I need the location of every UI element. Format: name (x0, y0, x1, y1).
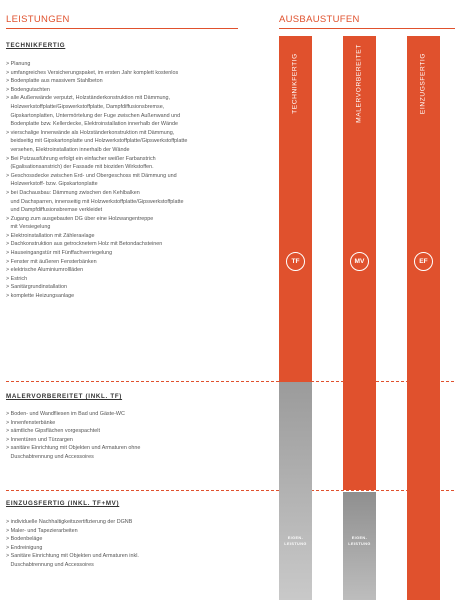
column-label: TECHNIKFERTIG (291, 53, 299, 114)
list-item: > Elektroinstallation mit Zählerанlage (6, 232, 95, 239)
column-label: EINZUGSFERTIG (419, 52, 427, 115)
column-label: MALERVORBEREITET (355, 44, 363, 123)
einzugsfertig-list (6, 518, 266, 570)
list-item: > sanitäre Einrichtung mit Objekten und Armaturen ohne (6, 445, 141, 452)
list-item: Holzwerkstoff- bzw. Gipskartonplatte (6, 181, 98, 188)
list-item: > Estrich (6, 275, 28, 282)
malervorbereitet-list (6, 410, 266, 462)
list-item: und Dampfdiffusionsbremse verkleidet (6, 207, 103, 214)
ausbaustufen-heading: AUSBAUSTUFEN (279, 14, 360, 25)
eigenleistung-label: EIGEN- LEISTUNG (348, 536, 371, 546)
list-item: > umfangreiches Versicherungspaket, im ersten Jahr komplett kostenlos (6, 69, 179, 76)
list-item: > Bodenbeläge (6, 536, 43, 543)
list-item: > elektrische Aluminiumrollläden (6, 267, 84, 274)
section-divider (6, 381, 454, 382)
list-item: > Planung (6, 61, 31, 67)
list-item: > Innentüren und Türzargen (6, 436, 73, 443)
badge-tf-icon: TF (286, 252, 305, 271)
section-title-malervorbereitet: MALERVORBEREITET (INKL. TF) (6, 393, 123, 400)
list-item: > Boden- und Wandfliesen im Bad und Gäste-WC (6, 411, 125, 417)
badge-mv-icon: MV (350, 252, 369, 271)
list-item: > Zugang zum ausgebauten DG über eine Holzwangentreppe (6, 215, 154, 222)
header-rule-right (279, 28, 455, 29)
list-item: > Maler- und Tapezierarbeiten (6, 527, 78, 534)
list-item: Bodenplatte bzw. Kellerdecke, Elektroinstallation innerhalb der Wände (6, 121, 179, 128)
list-item: > bei Dachausbau: Dämmung zwischen den Kehlbalken (6, 189, 140, 196)
list-item: mit Versiegelung (6, 224, 51, 231)
malervorbereitet-bar-lower (343, 382, 376, 490)
list-item: > Sanitärgrundinstallation (6, 284, 67, 291)
einzugsfertig-bar-lower (407, 382, 440, 600)
technikfertig-list (6, 60, 266, 301)
list-item: > Bodenplatte aus massivem Stahlbeton (6, 78, 103, 85)
list-item: Duschabtrennung und Accessoires (6, 561, 94, 568)
list-item: Holzwerkstoffplatte/Gipswerkstoffplatte, Dampfdiffusionsbremse, (6, 103, 165, 110)
list-item: versehen, Elektroinstallation innerhalb der Wände (6, 146, 130, 153)
list-item: beidseitig mit Gipskartonplatte und Holzwerkstoffplatte/Gipswerkstoffplatte (6, 138, 188, 145)
header-rule-left (6, 28, 238, 29)
list-item: > Endreinigung (6, 544, 43, 551)
list-item: > Bodengutachten (6, 86, 50, 93)
list-item: > vierschalige Innenwände als Holzständerkonstruktion mit Dämmung, (6, 129, 175, 136)
eigenleistung-label: EIGEN- LEISTUNG (284, 536, 307, 546)
list-item: > sämtliche Gipsflächen vorgespachtelt (6, 428, 100, 435)
list-item: > Bei Putzausführung erfolgt ein einfacher weißer Farbanstrich (6, 155, 156, 162)
list-item: > Innenfensterbänke (6, 419, 56, 426)
section-title-technikfertig: TECHNIKFERTIG (6, 42, 66, 49)
list-item: (Egalisationsanstrich) der Fassade mit bioziden Wirkstoffen. (6, 164, 154, 171)
list-item: Gipskartonplatten, Untermörtelung der Fuge zwischen Außenwand und (6, 112, 181, 119)
list-item: > Sanitäre Einrichtung mit Objekten und Armaturen inkl. (6, 553, 139, 560)
list-item: > Fenster mit äußeren Fensterbänken (6, 258, 97, 265)
list-item: > komplette Heizungsanlage (6, 293, 75, 300)
list-item: > Hauseingangstür mit Fünffachverriegelung (6, 250, 113, 257)
list-item: > Dachkonstruktion aus getrocknetem Holz mit Betondachsteinen (6, 241, 163, 248)
section-title-einzugsfertig: EINZUGSFERTIG (INKL. TF+MV) (6, 500, 120, 507)
leistungen-heading: LEISTUNGEN (6, 14, 70, 25)
technikfertig-eigenleistung-bar (279, 382, 312, 600)
list-item: > Geschossdecke zwischen Erd- und Obergeschoss mit Dämmung und (6, 172, 177, 179)
section-divider (6, 490, 454, 491)
badge-ef-icon: EF (414, 252, 433, 271)
list-item: > alle Außenwände verputzt, Holzständerkonstruktion mit Dämmung, (6, 95, 171, 102)
list-item: Duschabtrennung und Accessoires (6, 453, 94, 460)
list-item: > individuelle Nachhaltigkeitszertifizierung der DGNB (6, 519, 133, 525)
list-item: und Dachsparren, innenseitig mit Holzwerkstoffplatte/Gipswerkstoffplatte (6, 198, 184, 205)
